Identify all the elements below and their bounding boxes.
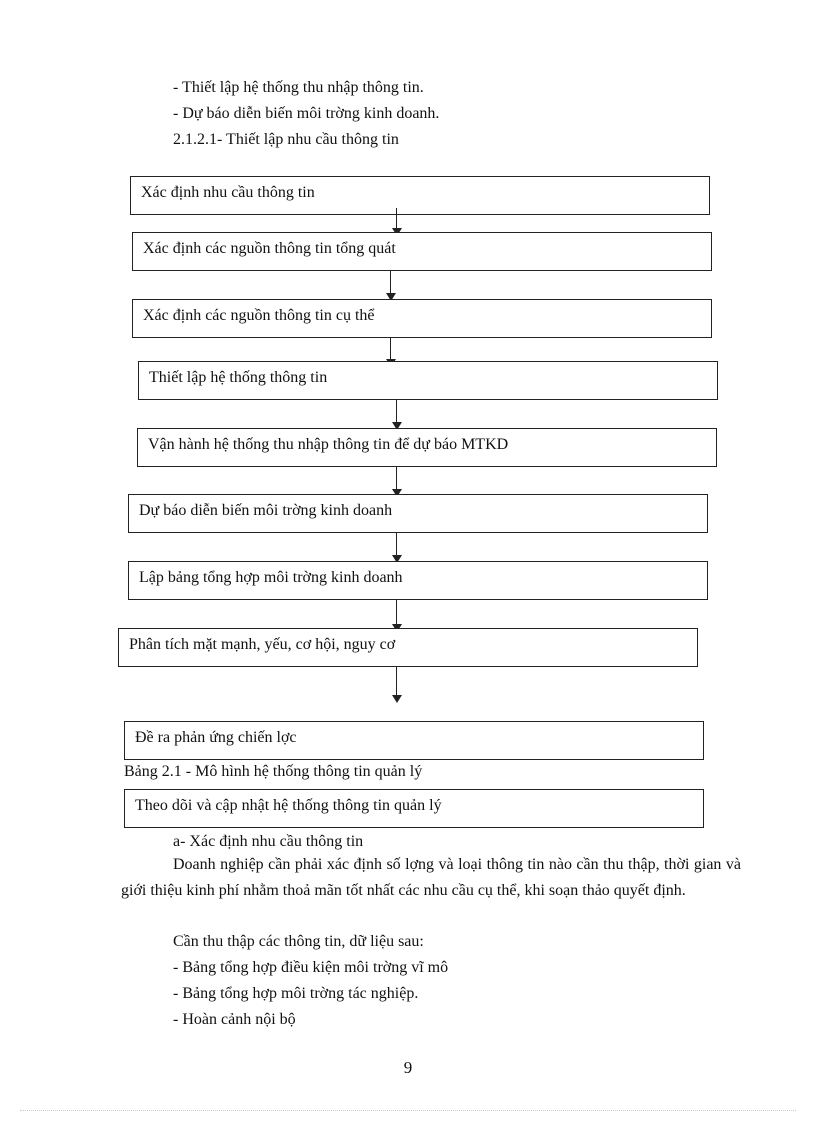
flow-step-2: Xác định các nguồn thông tin tổng quát <box>132 232 712 271</box>
flow-step-4: Thiết lập hệ thống thông tin <box>138 361 718 400</box>
body-paragraph-text: Doanh nghiệp cần phải xác định số lợng và loại thông tin nào cần thu thập, thời gian và giới thiệu kinh phí nhằm thoả mãn tốt nhất các nhu cầu cụ thể, khi soạn thảo quyết định. <box>121 856 741 899</box>
list-item: - Hoàn cảnh nội bộ <box>173 1011 296 1028</box>
section-heading: 2.1.2.1- Thiết lập nhu cầu thông tin <box>173 131 399 148</box>
flow-final-step: Theo dõi và cập nhật hệ thống thông tin quản lý <box>124 789 704 828</box>
subheading: a- Xác định nhu cầu thông tin <box>173 833 364 850</box>
intro-line-1: - Thiết lập hệ thống thu nhập thông tin. <box>173 79 424 96</box>
flow-arrow <box>390 271 391 299</box>
page-border <box>20 1110 796 1111</box>
flow-step-5: Vận hành hệ thống thu nhập thông tin để dự báo MTKD <box>137 428 717 467</box>
page-number: 9 <box>403 1058 413 1077</box>
list-intro: Cần thu thập các thông tin, dữ liệu sau: <box>173 933 424 950</box>
flow-step-9: Đề ra phản ứng chiến lợc <box>124 721 704 760</box>
intro-line-2: - Dự báo diễn biến môi trờng kinh doanh. <box>173 105 440 122</box>
body-paragraph <box>121 852 741 904</box>
flow-arrow <box>396 667 397 701</box>
flow-arrow <box>396 467 397 495</box>
table-caption: Bảng 2.1 - Mô hình hệ thống thông tin quản lý <box>124 763 423 780</box>
flow-arrow <box>396 208 397 234</box>
list-item: - Bảng tổng hợp môi trờng tác nghiệp. <box>173 985 419 1002</box>
flow-arrow <box>396 533 397 561</box>
flow-step-8: Phân tích mặt mạnh, yếu, cơ hội, nguy cơ <box>118 628 698 667</box>
list-item: - Bảng tổng hợp điều kiện môi trờng vĩ mô <box>173 959 449 976</box>
flow-arrow <box>396 600 397 630</box>
flow-step-7: Lập bảng tổng hợp môi trờng kinh doanh <box>128 561 708 600</box>
flow-step-3: Xác định các nguồn thông tin cụ thể <box>132 299 712 338</box>
flow-step-1: Xác định nhu cầu thông tin <box>130 176 710 215</box>
flow-step-6: Dự báo diễn biến môi trờng kinh doanh <box>128 494 708 533</box>
flow-arrow <box>396 400 397 428</box>
